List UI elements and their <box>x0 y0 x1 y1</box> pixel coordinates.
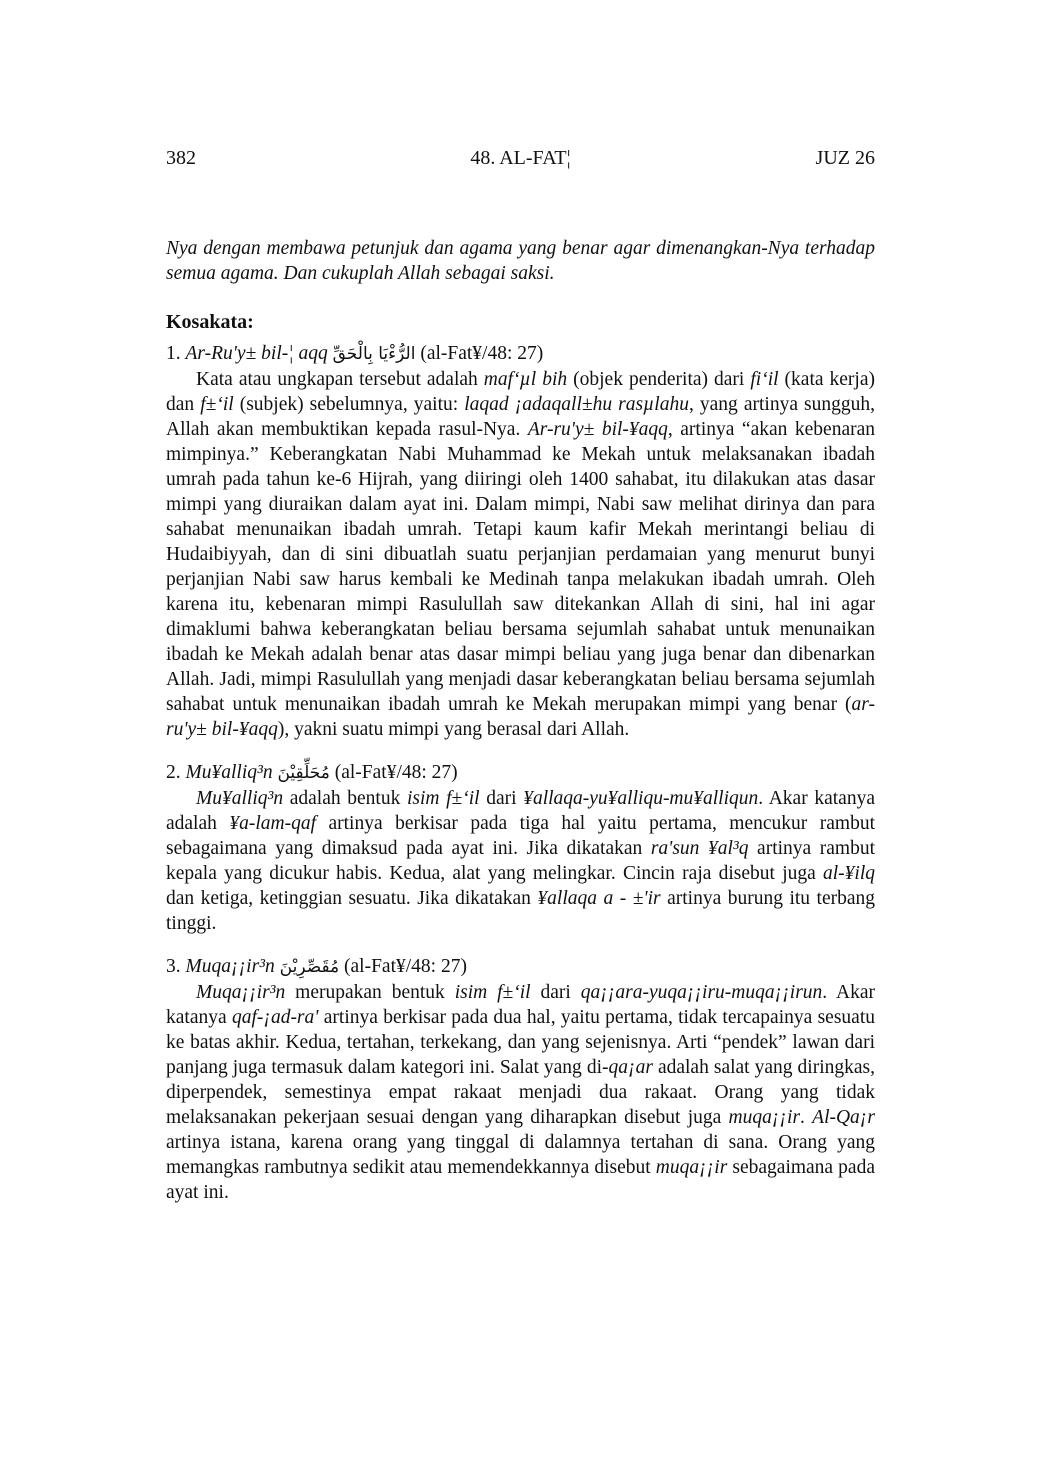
term-italic: ¥a-lam-qaf <box>229 813 317 834</box>
text-run: artinya berkisar pada dua hal, yaitu pertama, tidak tercapainya sesuatu ke batas akhir. Kedua, tertahan, terkekang, dan yang sejenisnya. Arti “pendek” lawan dari panjang juga termasuk dalam kategori ini. Salat yang di- <box>166 1007 875 1078</box>
vocab-entry-1 <box>166 341 875 742</box>
text-run: Kata atau ungkapan tersebut adalah <box>196 369 484 390</box>
entry-reference: (al-Fat¥/48: 27) <box>420 343 544 364</box>
term-italic: laqad ¡adaqall±hu rasµlahu <box>464 394 689 415</box>
term-italic: qaf-¡ad-ra' <box>231 1007 319 1028</box>
vocab-entry-3 <box>166 954 875 1205</box>
term-italic: ¥allaqa a - ±'ir <box>537 888 661 909</box>
term-italic: isim f±‘il <box>406 788 480 809</box>
entry-arabic: مُحَلِّقِيْنَ <box>277 763 330 783</box>
term-italic: al-¥ilq <box>823 863 875 884</box>
term-italic: Mu¥alliq³n <box>196 788 284 809</box>
page-header <box>166 146 875 172</box>
entry-paragraph <box>166 980 875 1205</box>
text-run: artinya istana, karena orang yang tinggal di dalamnya tertahan di sana. Orang yang memangkas rambutnya sedikit atau memendekkannya disebut <box>166 1132 875 1178</box>
text-run: artinya rambut kepala yang dicukur habis. Kedua, alat yang melingkar. Cincin raja disebut juga <box>166 838 875 884</box>
text-run: (kata kerja) dan <box>166 369 875 415</box>
entry-term: Ar-Ru'y± bil-¦ aqq <box>185 343 328 364</box>
text-run: , artinya “akan kebenaran mimpinya.” Keberangkatan Nabi Muhammad ke Mekah untuk melaksanakan ibadah umrah pada tahun ke-6 Hijrah, yang diiringi oleh 1400 sahabat, itu dilakukan atas dasar mimpi yang diuraikan dalam ayat ini. Dalam mimpi, Nabi saw melihat dirinya dan para sahabat menunaikan ibadah umrah. Tetapi kaum kafir Mekah merintangi beliau di Hudaibiyyah, dan di sini dibuatlah suatu perjanjian perdamaian yang menurut bunyi perjanjian Nabi saw harus kembali ke Medinah tanpa melakukan ibadah umrah. Oleh karena itu, kebenaran mimpi Rasulullah saw ditekankan Allah di sini, hal ini agar dimaklumi bahwa keberangkatan beliau bersama sejumlah sahabat untuk menunaikan ibadah ke Mekah adalah benar atas dasar mimpi beliau yang juga benar dan dibenarkan Allah. Jadi, mimpi Rasulullah yang menjadi dasar keberangkatan beliau bersama sejumlah sahabat untuk menunaikan ibadah umrah ke Mekah merupakan mimpi yang benar ( <box>166 419 875 715</box>
term-italic: qa¡¡ara-yuqa¡¡iru-muqa¡¡irun <box>580 982 823 1003</box>
entry-paragraph <box>166 786 875 936</box>
text-run: , yang artinya sungguh, Allah akan membuktikan kepada rasul-Nya. <box>166 394 875 440</box>
intro-paragraph: Nya dengan membawa petunjuk dan agama yang benar agar dimenangkan-Nya terhadap semua agama. Dan cukuplah Allah sebagai saksi. <box>166 238 875 284</box>
text-run: (objek penderita) dari <box>567 369 751 390</box>
entry-reference: (al-Fat¥/48: 27) <box>334 762 458 783</box>
entry-heading <box>166 760 875 786</box>
entry-number: 1. <box>166 343 181 364</box>
text-run: dari <box>530 982 581 1003</box>
term-italic: ar-ru'y± bil-¥aqq <box>166 694 875 740</box>
term-italic: Ar-ru'y± bil-¥aqq <box>527 419 668 440</box>
term-italic: qa¡ar <box>608 1057 653 1078</box>
term-italic: fi‘il <box>750 369 779 390</box>
term-italic: ¥allaqa-yu¥alliqu-mu¥alliqun <box>523 788 759 809</box>
text-run: . Akar katanya adalah <box>166 788 875 834</box>
text-run: merupakan bentuk <box>285 982 455 1003</box>
entry-heading <box>166 341 875 367</box>
entry-number: 2. <box>166 762 181 783</box>
text-run: dari <box>479 788 524 809</box>
entry-arabic: مُقَصِّرِيْنَ <box>279 957 340 977</box>
page-number: 382 <box>166 147 196 169</box>
entry-number: 3. <box>166 956 181 977</box>
text-run: sebagaimana pada ayat ini. <box>166 1157 875 1203</box>
entry-arabic: الرُّءْيَا بِالْحَقِّ <box>332 344 416 364</box>
term-italic: isim f±‘il <box>454 982 531 1003</box>
entry-term: Muqa¡¡ir³n <box>185 956 275 977</box>
page-content <box>166 236 875 1205</box>
term-italic: muqa¡¡ir <box>655 1157 728 1178</box>
section-title: Kosakata: <box>166 311 254 333</box>
text-run: . Akar katanya <box>166 982 875 1028</box>
vocab-entry-2 <box>166 760 875 936</box>
text-run: adalah bentuk <box>283 788 407 809</box>
text-run: ), yakni suatu mimpi yang berasal dari Allah. <box>277 719 630 740</box>
term-italic: maf‘µl bih <box>483 369 568 390</box>
juz-label: JUZ 26 <box>815 147 875 169</box>
entry-paragraph <box>166 367 875 742</box>
entry-heading <box>166 954 875 980</box>
text-run: dan ketiga, ketinggian sesuatu. Jika dikatakan <box>166 888 538 909</box>
chapter-title: 48. AL-FAT¦ <box>470 147 571 169</box>
text-run: adalah salat yang diringkas, diperpendek, semestinya empat rakaat menjadi dua rakaat. Orang yang tidak melaksanakan pekerjaan sesuai dengan yang diharapkan disebut juga <box>166 1057 875 1128</box>
term-italic: Al-Qa¡r <box>812 1107 875 1128</box>
text-run: . <box>800 1107 813 1128</box>
text-run: (subjek) sebelumnya, yaitu: <box>233 394 465 415</box>
entry-reference: (al-Fat¥/48: 27) <box>344 956 467 977</box>
entry-term: Mu¥alliq³n <box>185 762 273 783</box>
text-run: artinya burung itu terbang tinggi. <box>166 888 876 934</box>
term-italic: muqa¡¡ir <box>728 1107 801 1128</box>
term-italic: Muqa¡¡ir³n <box>196 982 286 1003</box>
term-italic: f±‘il <box>200 394 234 415</box>
text-run: artinya berkisar pada tiga hal yaitu pertama, mencukur rambut sebagaimana yang dimaksud pada ayat ini. Jika dikatakan <box>166 813 875 859</box>
term-italic: ra'sun ¥al³q <box>650 838 749 859</box>
